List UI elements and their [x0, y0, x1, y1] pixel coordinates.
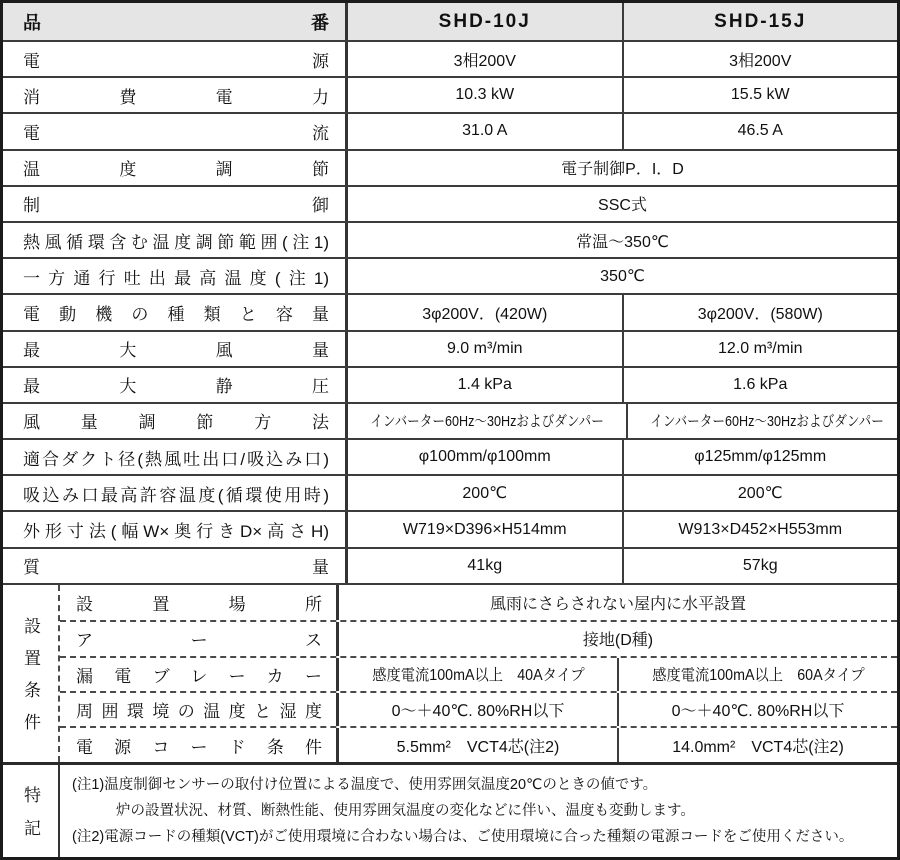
label-text: 外形寸法(幅W×奥行きD×高さH) — [23, 522, 329, 542]
value-span-both-models — [348, 187, 897, 221]
header-model-shd10j — [348, 3, 622, 40]
value-span-both-models — [339, 622, 897, 655]
value-shd10j — [348, 404, 626, 438]
label-text: 温度調節 — [23, 160, 329, 180]
row-label — [3, 114, 348, 148]
value-text: 14.0mm² VCT4芯(注2) — [672, 738, 844, 756]
row-label — [3, 259, 348, 293]
value-shd10j — [348, 42, 622, 76]
row-label — [3, 151, 348, 185]
value-text: 接地(D種) — [582, 632, 654, 650]
value-shd10j — [348, 549, 622, 583]
value-shd15j — [622, 332, 898, 366]
row-label — [3, 476, 348, 510]
value-shd10j — [339, 693, 617, 726]
value-shd15j — [622, 368, 898, 402]
label-text: 最大静圧 — [23, 377, 329, 397]
row-label — [3, 332, 348, 366]
value-text: 15.5 kW — [730, 86, 790, 104]
spec-row-weight — [3, 547, 897, 583]
label-text: 設置場所 — [76, 595, 322, 614]
row-label — [3, 404, 348, 438]
spec-row-max-static-pressure — [3, 366, 897, 402]
value-span-both-models — [348, 223, 897, 257]
row-label — [60, 693, 339, 726]
value-text: 10.3 kW — [455, 86, 515, 104]
installation-conditions-section — [3, 583, 897, 762]
install-row-earth — [60, 620, 897, 655]
label-text: 電源コード条件 — [76, 737, 322, 757]
value-text: インバーター60Hz～30Hzおよびダンパー — [650, 413, 884, 431]
value-text: 57kg — [742, 556, 778, 574]
install-row-power-cord — [60, 726, 897, 761]
value-text: 感度電流100mA以上 60Aタイプ — [651, 667, 865, 685]
value-shd10j — [339, 658, 617, 691]
value-text: SSC式 — [598, 197, 647, 215]
row-label — [3, 78, 348, 112]
value-shd10j — [348, 476, 622, 510]
value-text: 常温～350℃ — [576, 233, 669, 251]
value-shd10j — [348, 368, 622, 402]
spec-row-power-source — [3, 40, 897, 76]
value-text: 3相200V — [729, 52, 792, 70]
value-text: 46.5 A — [737, 122, 783, 140]
spec-row-max-airflow — [3, 330, 897, 366]
value-text: W719×D396×H514mm — [402, 520, 567, 538]
value-shd15j — [617, 658, 897, 691]
spec-row-motor-type-capacity — [3, 293, 897, 329]
value-text: W913×D452×H553mm — [678, 520, 843, 538]
spec-row-temp-adjust-range — [3, 221, 897, 257]
header-model-shd15j — [622, 3, 898, 40]
value-shd15j — [622, 42, 898, 76]
special-notes-title-cell — [3, 765, 60, 857]
label-text: 最大風量 — [23, 341, 329, 361]
spec-row-control — [3, 185, 897, 221]
label-text: 風量調節方法 — [23, 413, 329, 433]
value-shd15j — [617, 693, 897, 726]
installation-conditions-title: 設置条件 — [21, 616, 40, 745]
spec-row-dimensions — [3, 510, 897, 546]
special-notes-section — [3, 762, 897, 857]
value-text: φ100mm/φ100mm — [418, 448, 551, 466]
value-shd10j — [348, 332, 622, 366]
special-notes-title: 特記 — [21, 785, 40, 852]
value-text: 9.0 m³/min — [446, 339, 523, 357]
value-shd15j — [622, 440, 898, 474]
label-text: 適合ダクト径(熱風吐出口/吸込み口) — [23, 449, 329, 469]
value-text: 200℃ — [737, 485, 783, 503]
value-text: 0～＋40℃. 80%RH以下 — [391, 703, 565, 721]
value-shd15j — [622, 114, 898, 148]
value-text: φ125mm/φ125mm — [694, 448, 827, 466]
value-span-both-models — [339, 585, 897, 620]
value-shd10j — [348, 114, 622, 148]
label-text: 漏電ブレーカー — [76, 666, 322, 686]
value-text: 風雨にさらされない屋内に水平設置 — [489, 596, 746, 613]
row-label — [3, 42, 348, 76]
value-shd15j — [626, 404, 900, 438]
row-label — [3, 549, 348, 583]
value-shd10j — [339, 728, 617, 761]
spec-row-current — [3, 112, 897, 148]
value-text: インバーター60Hz～30Hzおよびダンパー — [370, 413, 604, 431]
value-text: 12.0 m³/min — [718, 339, 803, 357]
value-text: 3φ200V．(420W) — [422, 305, 548, 323]
value-span-both-models — [348, 259, 897, 293]
row-label — [60, 728, 339, 761]
value-text: 200℃ — [462, 485, 508, 503]
value-shd15j — [622, 512, 898, 546]
spec-row-max-discharge-temp — [3, 257, 897, 293]
install-row-breaker — [60, 656, 897, 691]
label-text: 電動機の種類と容量 — [23, 304, 329, 324]
note-1-line-2: 炉の設置状況、材質、断熱性能、使用雰囲気温度の変化などに伴い、温度も変動します。 — [116, 802, 695, 819]
value-text: 350℃ — [600, 268, 645, 286]
spec-row-temperature-control — [3, 149, 897, 185]
row-label — [60, 622, 339, 655]
note-1-line-1: (注1)温度制御センサーの取付け位置による温度で、使用雰囲気温度20℃のときの値です。 — [72, 776, 658, 793]
row-label — [60, 585, 339, 620]
value-text: 3φ200V．(580W) — [697, 305, 823, 323]
model-name-shd10j: SHD-10J — [438, 10, 531, 32]
value-shd10j — [348, 512, 622, 546]
label-text: 電源 — [23, 51, 329, 71]
value-text: 31.0 A — [462, 122, 508, 140]
spec-row-max-inlet-temp — [3, 474, 897, 510]
value-shd10j — [348, 440, 622, 474]
row-label — [3, 295, 348, 329]
spec-row-power-consumption — [3, 76, 897, 112]
value-text: 3相200V — [453, 52, 516, 70]
row-label — [3, 223, 348, 257]
value-shd10j — [348, 78, 622, 112]
installation-rows — [60, 585, 897, 762]
label-text: 一方通行吐出最高温度(注1) — [23, 268, 329, 288]
table-header-row — [3, 3, 897, 40]
row-label — [3, 187, 348, 221]
label-text: 周囲環境の温度と湿度 — [76, 702, 322, 722]
value-shd15j — [617, 728, 897, 761]
value-shd15j — [622, 476, 898, 510]
value-span-both-models — [348, 151, 897, 185]
model-name-shd15j: SHD-15J — [714, 10, 807, 32]
spec-row-airflow-adjustment — [3, 402, 897, 438]
value-shd15j — [622, 295, 898, 329]
header-product-number-cell — [3, 3, 348, 40]
value-text: 0～＋40℃. 80%RH以下 — [671, 703, 845, 721]
row-label — [60, 658, 339, 691]
row-label — [3, 512, 348, 546]
installation-conditions-title-cell — [3, 585, 60, 762]
row-label — [3, 440, 348, 474]
label-text: 吸込み口最高許容温度(循環使用時) — [23, 485, 329, 505]
note-2: (注2)電源コードの種類(VCT)がご使用環境に合わない場合は、ご使用環境に合った種類の電源コードをご使用ください。 — [72, 828, 854, 845]
row-label — [3, 368, 348, 402]
value-text: 電子制御P．I．D — [561, 161, 684, 179]
value-text: 5.5mm² VCT4芯(注2) — [396, 738, 560, 756]
special-notes-body — [60, 765, 897, 857]
header-product-number-label: 品番 — [23, 12, 329, 33]
label-text: 電流 — [23, 123, 329, 143]
spec-row-duct-diameter — [3, 438, 897, 474]
install-row-location — [60, 585, 897, 620]
label-text: アース — [76, 631, 322, 651]
install-row-ambient — [60, 691, 897, 726]
label-text: 制御 — [23, 196, 329, 216]
value-shd15j — [622, 78, 898, 112]
value-text: 感度電流100mA以上 40Aタイプ — [371, 667, 585, 685]
label-text: 消費電力 — [23, 87, 329, 107]
label-text: 熱風循環含む温度調節範囲(注1) — [23, 232, 329, 252]
label-text: 質量 — [23, 558, 329, 578]
value-shd10j — [348, 295, 622, 329]
value-text: 41kg — [467, 556, 503, 574]
value-text: 1.6 kPa — [733, 375, 788, 393]
value-text: 1.4 kPa — [457, 375, 512, 393]
value-shd15j — [622, 549, 898, 583]
